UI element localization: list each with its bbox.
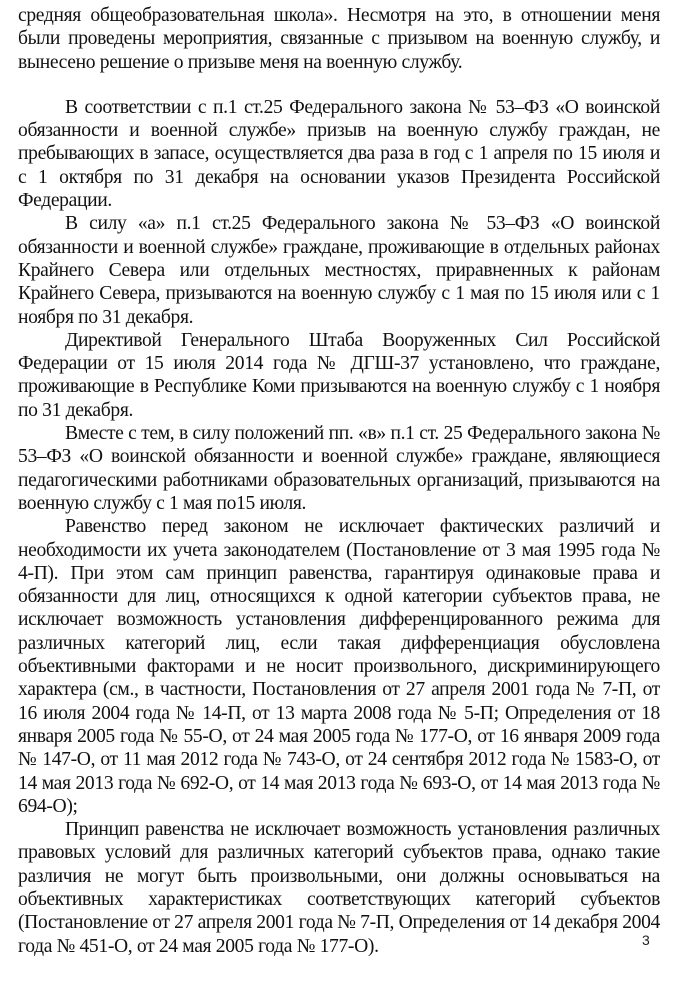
paragraph-far-north: В силу «а» п.1 ст.25 Федерального закона № 53–ФЗ «О воинской обязанности и военной службе» граждане, проживающие в отдельных районах Крайнего Севера или отдельных местностях, приравненных к районам Крайнего Севера, призываются на военную службу с 1 мая по 15 июля или с 1 ноября по 31 декабря. bbox=[18, 213, 660, 328]
paragraph-continuation: средняя общеобразовательная школа». Несмотря на это, в отношении меня были проведены мероприятия, связанные с призывом на военную службу, и вынесено решение о призыве меня на военную службу. bbox=[18, 5, 660, 73]
page-number: 3 bbox=[642, 932, 650, 948]
paragraph-equality-before-law: Равенство перед законом не исключает фактических различий и необходимости их учета законодателем (Постановление от 3 мая 1995 года № 4-П). При этом сам принцип равенства, гарантируя одинаковые права и обязанности для лиц, относящихся к одной категории субъектов права, не исключает возможность установления дифференцированного режима для различных категорий лиц, если такая дифференциация обусловлена объективными факторами и не носит произвольного, дискриминирующего характера (см., в частности, Постановления от 27 апреля 2001 года № 7-П, от 16 июля 2004 года № 14-П, от 13 марта 2008 года № 5-П; Определения от 18 января 2005 года № 55-О, от 24 мая 2005 года № 177-О, от 16 января 2009 года № 147-О, от 11 мая 2012 года № 743-О, от 24 сентября 2012 года № 1583-О, от 14 мая 2013 года № 692-О, от 14 мая 2013 года № 693-О, от 14 мая 2013 года № 694-О); bbox=[18, 516, 660, 817]
paragraph-teachers: Вместе с тем, в силу положений пп. «в» п.1 ст. 25 Федерального закона № 53–ФЗ «О воинской обязанности и военной службе» граждане, являющиеся педагогическими работниками образовательных организаций, призываются на военную службу с 1 мая по15 июля. bbox=[18, 423, 660, 514]
paragraph-law-53-fz: В соответствии с п.1 ст.25 Федерального закона № 53–ФЗ «О воинской обязанности и военной службе» призыв на военную службу граждан, не пребывающих в запасе, осуществляется два раза в год с 1 апреля по 15 июля и с 1 октября по 31 декабря на основании указов Президента Российской Федерации. bbox=[18, 96, 660, 212]
paragraph-directive-dgsh-37: Директивой Генерального Штаба Вооруженных Сил Российской Федерации от 15 июля 2014 года № ДГШ-37 установлено, что граждане, проживающие в Республике Коми призываются на военную службу с 1 ноября по 31 декабря. bbox=[18, 329, 660, 421]
paragraph-equality-principle: Принцип равенства не исключает возможность установления различных правовых условий для различных категорий субъектов права, однако такие различия не могут быть произвольными, они должны основываться на объективных характеристиках соответствующих категорий субъектов (Постановление от 27 апреля 2001 года № 7-П, Определения от 14 декабря 2004 года № 451-О, от 24 мая 2005 года № 177-О). bbox=[18, 819, 660, 957]
document-page bbox=[18, 4, 660, 958]
